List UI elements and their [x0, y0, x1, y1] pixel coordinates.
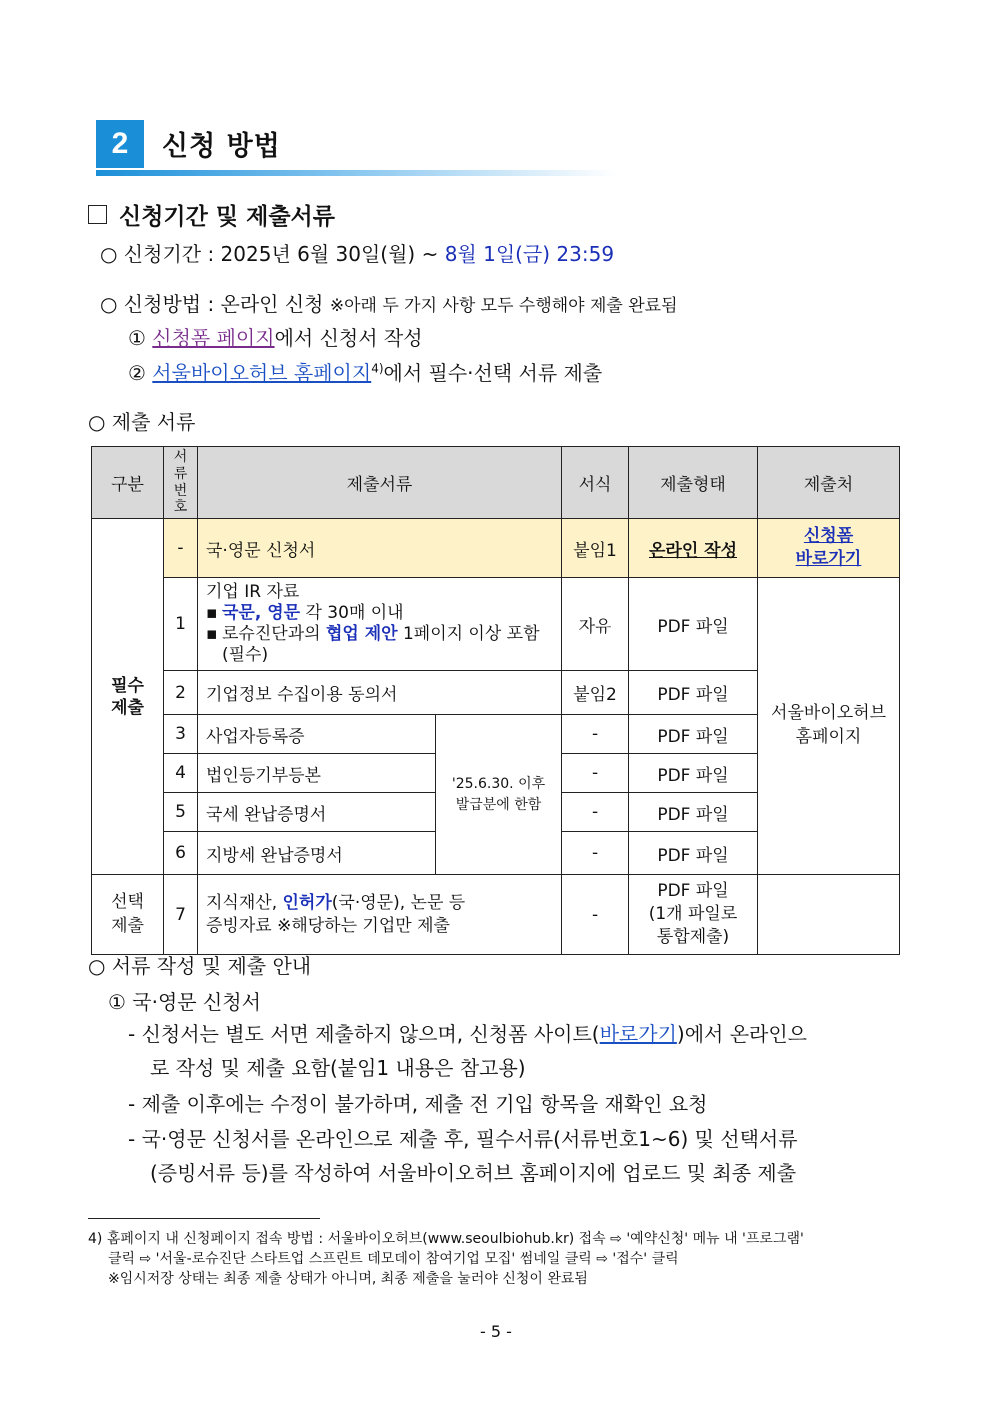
- method-note: ※아래 두 가지 사항 모두 수행해야 제출 완료됨: [329, 296, 678, 316]
- documents-table: [91, 446, 900, 955]
- issue-date-note: '25.6.30. 이후 발급분에 한함: [436, 715, 562, 875]
- heading-text: 신청기간 및 제출서류: [119, 204, 335, 230]
- doc-form: -: [562, 793, 629, 832]
- footnote-line-3: ※임시저장 상태는 최종 제출 상태가 아니며, 최종 제출을 눌러야 신청이 완료됨: [108, 1271, 588, 1287]
- header-format: 서식: [562, 447, 629, 519]
- bullet-text: 각 30매 이내: [300, 602, 404, 623]
- bullet-item: ▪ 로슈진단과의 협업 제안 1페이지 이상 포함(필수): [206, 624, 540, 666]
- method-text: ○ 신청방법 : 온라인 신청: [100, 292, 324, 316]
- doc-name: 지방세 완납증명서: [198, 832, 436, 875]
- guide-bullet-3-cont: (증빙서류 등)를 작성하여 서울바이오허브 홈페이지에 업로드 및 최종 제출: [150, 1161, 797, 1185]
- bullet-text: 1페이지 이상 포함(필수): [222, 624, 540, 666]
- footnote-line-1: 4) 홈페이지 내 신청페이지 접속 방법 : 서울바이오허브(www.seoulbiohub.kr) 접속 ⇨ '예약신청' 메뉴 내 '프로그램': [88, 1231, 804, 1247]
- empty-cell: [758, 875, 900, 955]
- step2-rest: 에서 필수·선택 서류 제출: [383, 361, 603, 385]
- guide-bullet-2: - 제출 이후에는 수정이 불가하며, 제출 전 기입 항목을 재확인 요청: [128, 1092, 708, 1116]
- period-deadline: 8월 1일(금) 23:59: [444, 242, 615, 266]
- doc-form: 붙임1: [562, 519, 629, 578]
- method-step2: [128, 357, 602, 386]
- row-number: -: [164, 519, 198, 578]
- bullet-highlight: 국문, 영문: [222, 602, 301, 623]
- application-form-link[interactable]: 신청폼 페이지: [152, 326, 275, 350]
- table-row: [92, 519, 900, 578]
- footnote-line-2: 클릭 ⇨ '서울-로슈진단 스타트업 스프린트 데모데이 참여기업 모집' 썸네일 클릭 ⇨ '접수' 클릭: [108, 1251, 679, 1267]
- submit-type: PDF 파일: [629, 578, 758, 671]
- bullet-text: 로슈진단과의: [222, 624, 326, 645]
- submit-type: PDF 파일: [629, 832, 758, 875]
- destination-homepage: 서울바이오허브 홈페이지: [758, 578, 900, 875]
- doc-name: 국·영문 신청서: [198, 519, 562, 578]
- footnote-ref: 4): [371, 361, 384, 376]
- shortcut-link[interactable]: 바로가기: [599, 1022, 677, 1046]
- doc-name: 국세 완납증명서: [198, 793, 436, 832]
- guide-bullet-1-cont: 로 작성 및 제출 요함(붙임1 내용은 참고용): [150, 1056, 526, 1080]
- page-number: - 5 -: [480, 1322, 512, 1341]
- table-row: [92, 578, 900, 671]
- section-number: 2: [96, 120, 144, 168]
- step2-num: ②: [128, 361, 146, 385]
- step1-rest: 에서 신청서 작성: [274, 326, 423, 350]
- section-underline: [96, 170, 616, 176]
- period-prefix: ○ 신청기간 : 2025년 6월 30일(월) ~: [100, 242, 445, 266]
- bullet-text: - 신청서는 별도 서면 제출하지 않으며, 신청폼 사이트(: [128, 1022, 600, 1046]
- doc-name: [198, 578, 562, 671]
- group-required: 필수 제출: [92, 519, 164, 875]
- checkbox-square-icon: [88, 205, 107, 224]
- doc-text: (국·영문), 논문 등 증빙자료 ※해당하는 기업만 제출: [206, 892, 466, 936]
- submit-type: PDF 파일 (1개 파일로 통합제출): [629, 875, 758, 955]
- header-documents: 제출서류: [198, 447, 562, 519]
- section-title: 신청 방법: [162, 131, 281, 162]
- row-number: 1: [164, 578, 198, 671]
- period-line: [100, 238, 614, 267]
- doc-line: 기업 IR 자료: [206, 581, 300, 602]
- guide-sub: ① 국·영문 신청서: [108, 990, 261, 1014]
- submit-type: PDF 파일: [629, 715, 758, 754]
- method-step1: [128, 322, 423, 351]
- bullet-highlight: 협업 제안: [325, 624, 398, 645]
- guide-title: ○ 서류 작성 및 제출 안내: [88, 954, 312, 978]
- table-row: [92, 875, 900, 955]
- heading: [88, 198, 335, 231]
- doc-name: 법인등기부등본: [198, 754, 436, 793]
- doc-form: -: [562, 754, 629, 793]
- doc-form: -: [562, 832, 629, 875]
- header-destination: 제출처: [758, 447, 900, 519]
- header-doc-number: 서류 번호: [164, 447, 198, 519]
- bullet-text: )에서 온라인으: [676, 1022, 807, 1046]
- doc-name: 사업자등록증: [198, 715, 436, 754]
- row-number: 3: [164, 715, 198, 754]
- header-submit-type: 제출형태: [629, 447, 758, 519]
- application-form-shortcut-link[interactable]: 신청폼 바로가기: [758, 519, 900, 578]
- submit-type: 온라인 작성: [629, 519, 758, 578]
- guide-bullet-1: [128, 1018, 807, 1047]
- submit-type: PDF 파일: [629, 754, 758, 793]
- doc-text: 지식재산,: [206, 892, 283, 913]
- footnote-divider: [88, 1218, 320, 1219]
- header-category: 구분: [92, 447, 164, 519]
- row-number: 7: [164, 875, 198, 955]
- bullet-item: ▪ 국문, 영문 각 30매 이내: [206, 602, 404, 623]
- row-number: 6: [164, 832, 198, 875]
- seoulbiohub-homepage-link[interactable]: 서울바이오허브 홈페이지: [152, 361, 372, 385]
- doc-name: [198, 875, 562, 955]
- doc-form: -: [562, 875, 629, 955]
- row-number: 4: [164, 754, 198, 793]
- doc-form: 자유: [562, 578, 629, 671]
- doc-name: 기업정보 수집이용 동의서: [198, 671, 562, 715]
- group-optional: 선택 제출: [92, 875, 164, 955]
- doc-form: 붙임2: [562, 671, 629, 715]
- guide-bullet-3: - 국·영문 신청서를 온라인으로 제출 후, 필수서류(서류번호1~6) 및 선택서류: [128, 1127, 798, 1151]
- doc-highlight: 인허가: [282, 892, 332, 913]
- row-number: 5: [164, 793, 198, 832]
- doc-form: -: [562, 715, 629, 754]
- submit-type: PDF 파일: [629, 793, 758, 832]
- row-number: 2: [164, 671, 198, 715]
- method-line: [100, 288, 678, 317]
- submit-type: PDF 파일: [629, 671, 758, 715]
- docs-title: ○ 제출 서류: [88, 410, 196, 434]
- step1-num: ①: [128, 326, 146, 350]
